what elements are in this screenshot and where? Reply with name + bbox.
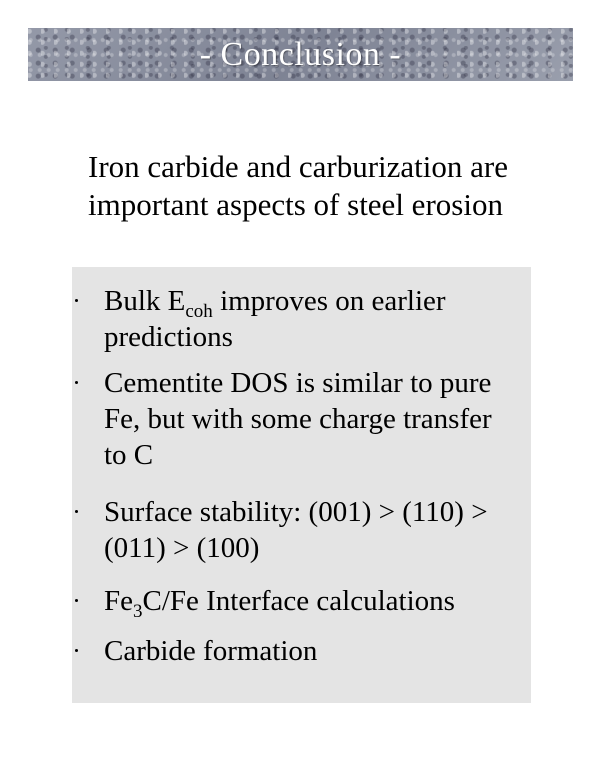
bullet-text <box>104 633 529 669</box>
bullet-text <box>104 583 529 622</box>
bullet-text-line: Fe, but with some charge transfer <box>104 403 492 435</box>
bullet-text-part: improves on earlier <box>212 285 446 317</box>
bullet-dot-icon <box>75 599 78 602</box>
bullet-text-part: Bulk E <box>104 285 186 317</box>
bullet-text <box>104 283 529 355</box>
bullet-list <box>72 267 531 703</box>
bullet-text <box>104 365 529 473</box>
intro-statement <box>88 148 568 224</box>
bullet-dot-icon <box>75 510 78 513</box>
subscript: coh <box>185 301 213 322</box>
title-banner <box>28 28 573 81</box>
subscript: 3 <box>133 601 143 622</box>
bullet-dot-icon <box>75 299 78 302</box>
bullet-text-line: Carbide formation <box>104 635 318 667</box>
bullet-text-part: C/Fe Interface calculations <box>142 585 455 617</box>
bullet-dot-icon <box>75 381 78 384</box>
bullet-text-line: Surface stability: (001) > (110) > <box>104 496 488 528</box>
bullet-text-line: predictions <box>104 321 233 353</box>
intro-line-2: important aspects of steel erosion <box>88 187 503 222</box>
bullet-text-line: to C <box>104 439 154 471</box>
bullet-text-line: Cementite DOS is similar to pure <box>104 367 492 399</box>
bullet-text-line: (011) > (100) <box>104 532 260 564</box>
bullet-text <box>104 494 529 566</box>
bullet-dot-icon <box>75 649 78 652</box>
slide-title: - Conclusion - <box>199 35 402 73</box>
bullet-text-part: Fe <box>104 585 133 617</box>
intro-line-1: Iron carbide and carburization are <box>88 149 508 184</box>
